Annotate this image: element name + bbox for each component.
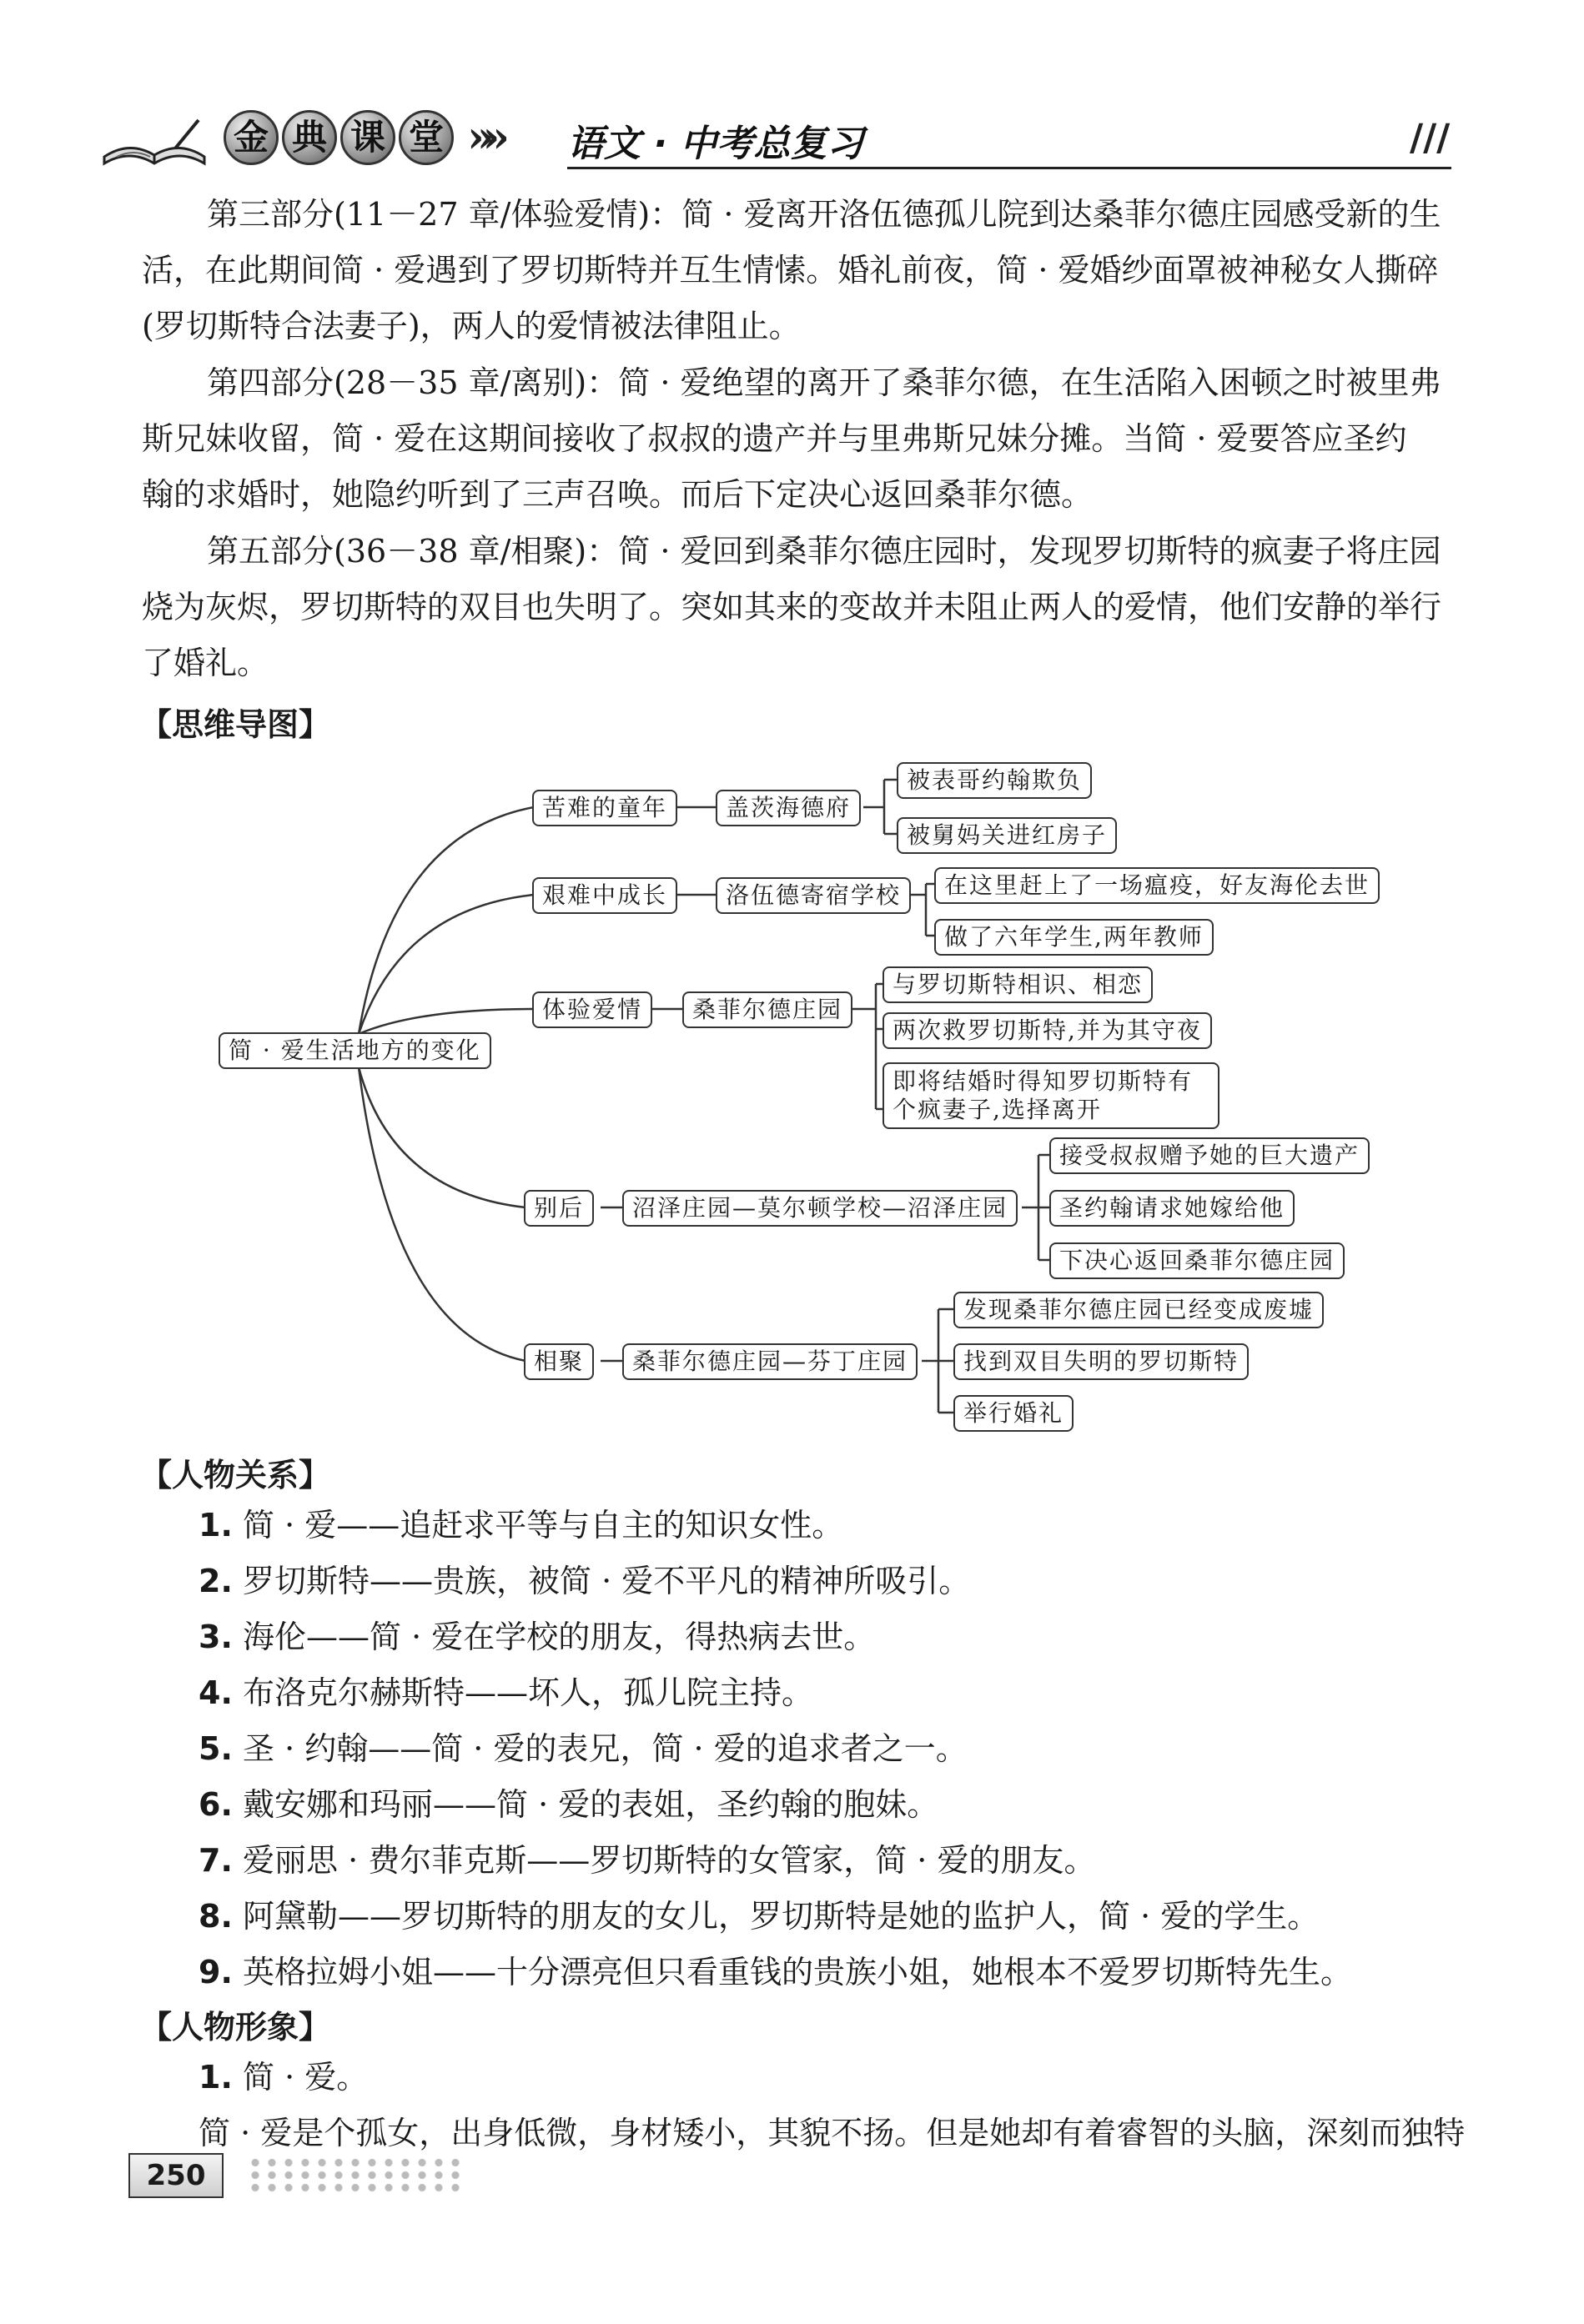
relation-item [199, 1945, 1352, 2000]
mindmap-event: 与罗切斯特相识、相恋 [883, 966, 1153, 1003]
mindmap-stage: 苦难的童年 [532, 790, 677, 826]
paragraph [142, 355, 1468, 523]
mindmap-event: 下决心返回桑菲尔德庄园 [1049, 1242, 1345, 1279]
item-number: 1. [199, 2059, 233, 2096]
item-number: 5. [199, 1730, 233, 1767]
item-text: 罗切斯特——贵族，被简 · 爱不平凡的精神所吸引。 [242, 1563, 971, 1599]
mindmap-place: 桑菲尔德庄园 [682, 991, 852, 1028]
header-badge: 课 [340, 110, 395, 165]
text-line: 活，在此期间简 · 爱遇到了罗切斯特并互生情愫。婚礼前夜，简 · 爱婚纱面罩被神秘女人撕碎 [142, 252, 1439, 289]
text-line: 第五部分(36－38 章/相聚)：简 · 爱回到桑菲尔德庄园时，发现罗切斯特的疯妻子将庄园 [207, 533, 1441, 570]
item-text: 戴安娜和玛丽——简 · 爱的表姐，圣约翰的胞妹。 [242, 1786, 939, 1823]
section-heading-relations: 【人物关系】 [140, 1457, 331, 1493]
item-text: 简 · 爱——追赶求平等与自主的知识女性。 [242, 1507, 844, 1543]
section-heading-mindmap: 【思维导图】 [140, 706, 331, 743]
text-line: 烧为灰烬，罗切斯特的双目也失明了。突如其来的变故并未阻止两人的爱情，他们安静的举行 [142, 589, 1442, 625]
mindmap-event: 做了六年学生,两年教师 [934, 919, 1214, 956]
last-paragraph-line: 简 · 爱是个孤女，出身低微，身材矮小，其貌不扬。但是她却有着睿智的头脑，深刻而独特 [199, 2115, 1466, 2151]
header-rule [567, 167, 1451, 169]
item-text: 海伦——简 · 爱在学校的朋友，得热病去世。 [242, 1619, 876, 1655]
mindmap-event: 举行婚礼 [953, 1395, 1074, 1432]
mindmap-event: 发现桑菲尔德庄园已经变成废墟 [953, 1292, 1324, 1328]
item-number: 1. [199, 1507, 233, 1543]
header-badge: 典 [282, 110, 337, 165]
relation-item [199, 1889, 1319, 1945]
item-number: 8. [199, 1898, 233, 1935]
mindmap-stage: 体验爱情 [532, 991, 652, 1028]
mindmap-event: 在这里赶上了一场瘟疫，好友海伦去世 [934, 867, 1380, 904]
item-text: 爱丽思 · 费尔菲克斯——罗切斯特的女管家，简 · 爱的朋友。 [242, 1842, 1096, 1879]
dot-decoration [247, 2156, 464, 2195]
item-text: 圣 · 约翰——简 · 爱的表兄，简 · 爱的追求者之一。 [242, 1730, 968, 1767]
mindmap-event: 即将结婚时得知罗切斯特有个疯妻子,选择离开 [883, 1062, 1219, 1129]
mindmap-place: 盖茨海德府 [716, 790, 861, 826]
slash-decoration-icon: /// [1410, 117, 1451, 159]
relation-item [199, 1498, 843, 1554]
item-number: 9. [199, 1954, 233, 1990]
subject-title: 语文 · 中考总复习 [567, 123, 864, 165]
mindmap-place: 洛伍德寄宿学校 [716, 877, 911, 914]
section-heading-images: 【人物形象】 [140, 2009, 331, 2045]
mindmap-place: 沼泽庄园—莫尔顿学校—沼泽庄园 [622, 1190, 1018, 1227]
item-number: 4. [199, 1674, 233, 1711]
item-text: 简 · 爱。 [242, 2059, 369, 2096]
mindmap-stage: 别后 [524, 1190, 594, 1227]
mindmap-stage: 艰难中成长 [532, 877, 677, 914]
paragraph [142, 524, 1468, 691]
double-arrow-icon: »» [467, 112, 498, 163]
image-item [199, 2050, 368, 2106]
text-line: 了婚礼。 [142, 645, 269, 681]
item-text: 英格拉姆小姐——十分漂亮但只看重钱的贵族小姐，她根本不爱罗切斯特先生。 [242, 1954, 1352, 1990]
page-header [100, 100, 1485, 183]
open-book-icon [100, 115, 209, 168]
mindmap-root: 简 · 爱生活地方的变化 [219, 1032, 491, 1069]
relation-item [199, 1833, 1095, 1889]
mindmap-event: 找到双目失明的罗切斯特 [953, 1343, 1249, 1380]
page-number: 250 [128, 2153, 224, 2198]
relation-item [199, 1721, 968, 1777]
item-text: 阿黛勒——罗切斯特的朋友的女儿，罗切斯特是她的监护人，简 · 爱的学生。 [242, 1898, 1320, 1935]
mindmap-stage: 相聚 [524, 1343, 594, 1380]
item-number: 6. [199, 1786, 233, 1823]
paragraph [142, 187, 1468, 354]
relation-item [199, 1665, 813, 1721]
text-line: (罗切斯特合法妻子)，两人的爱情被法律阻止。 [142, 308, 801, 344]
text-line: 第四部分(28－35 章/离别)：简 · 爱绝望的离开了桑菲尔德，在生活陷入困顿之时被里弗 [207, 364, 1441, 401]
item-number: 3. [199, 1619, 233, 1655]
text-line: 斯兄妹收留，简 · 爱在这期间接收了叔叔的遗产并与里弗斯兄妹分摊。当简 · 爱要答应圣约 [142, 420, 1407, 457]
item-text: 布洛克尔赫斯特——坏人，孤儿院主持。 [242, 1674, 813, 1711]
mindmap-event: 接受叔叔赠予她的巨大遗产 [1049, 1137, 1370, 1174]
mindmap-event: 被表哥约翰欺负 [897, 762, 1092, 799]
header-badge: 堂 [399, 110, 454, 165]
mindmap-event: 被舅妈关进红房子 [897, 817, 1117, 854]
text-line: 第三部分(11－27 章/体验爱情)：简 · 爱离开洛伍德孤儿院到达桑菲尔德庄园感受新的生 [207, 196, 1441, 233]
item-number: 2. [199, 1563, 233, 1599]
text-line: 翰的求婚时，她隐约听到了三声召唤。而后下定决心返回桑菲尔德。 [142, 476, 1094, 513]
header-badge: 金 [224, 110, 279, 165]
relation-item [199, 1609, 875, 1665]
mindmap-place: 桑菲尔德庄园—芬丁庄园 [622, 1343, 918, 1380]
relation-item [199, 1777, 938, 1833]
mindmap-event: 圣约翰请求她嫁给他 [1049, 1190, 1295, 1227]
mindmap-event: 两次救罗切斯特,并为其守夜 [883, 1012, 1212, 1049]
relation-item [199, 1554, 970, 1609]
item-number: 7. [199, 1842, 233, 1879]
